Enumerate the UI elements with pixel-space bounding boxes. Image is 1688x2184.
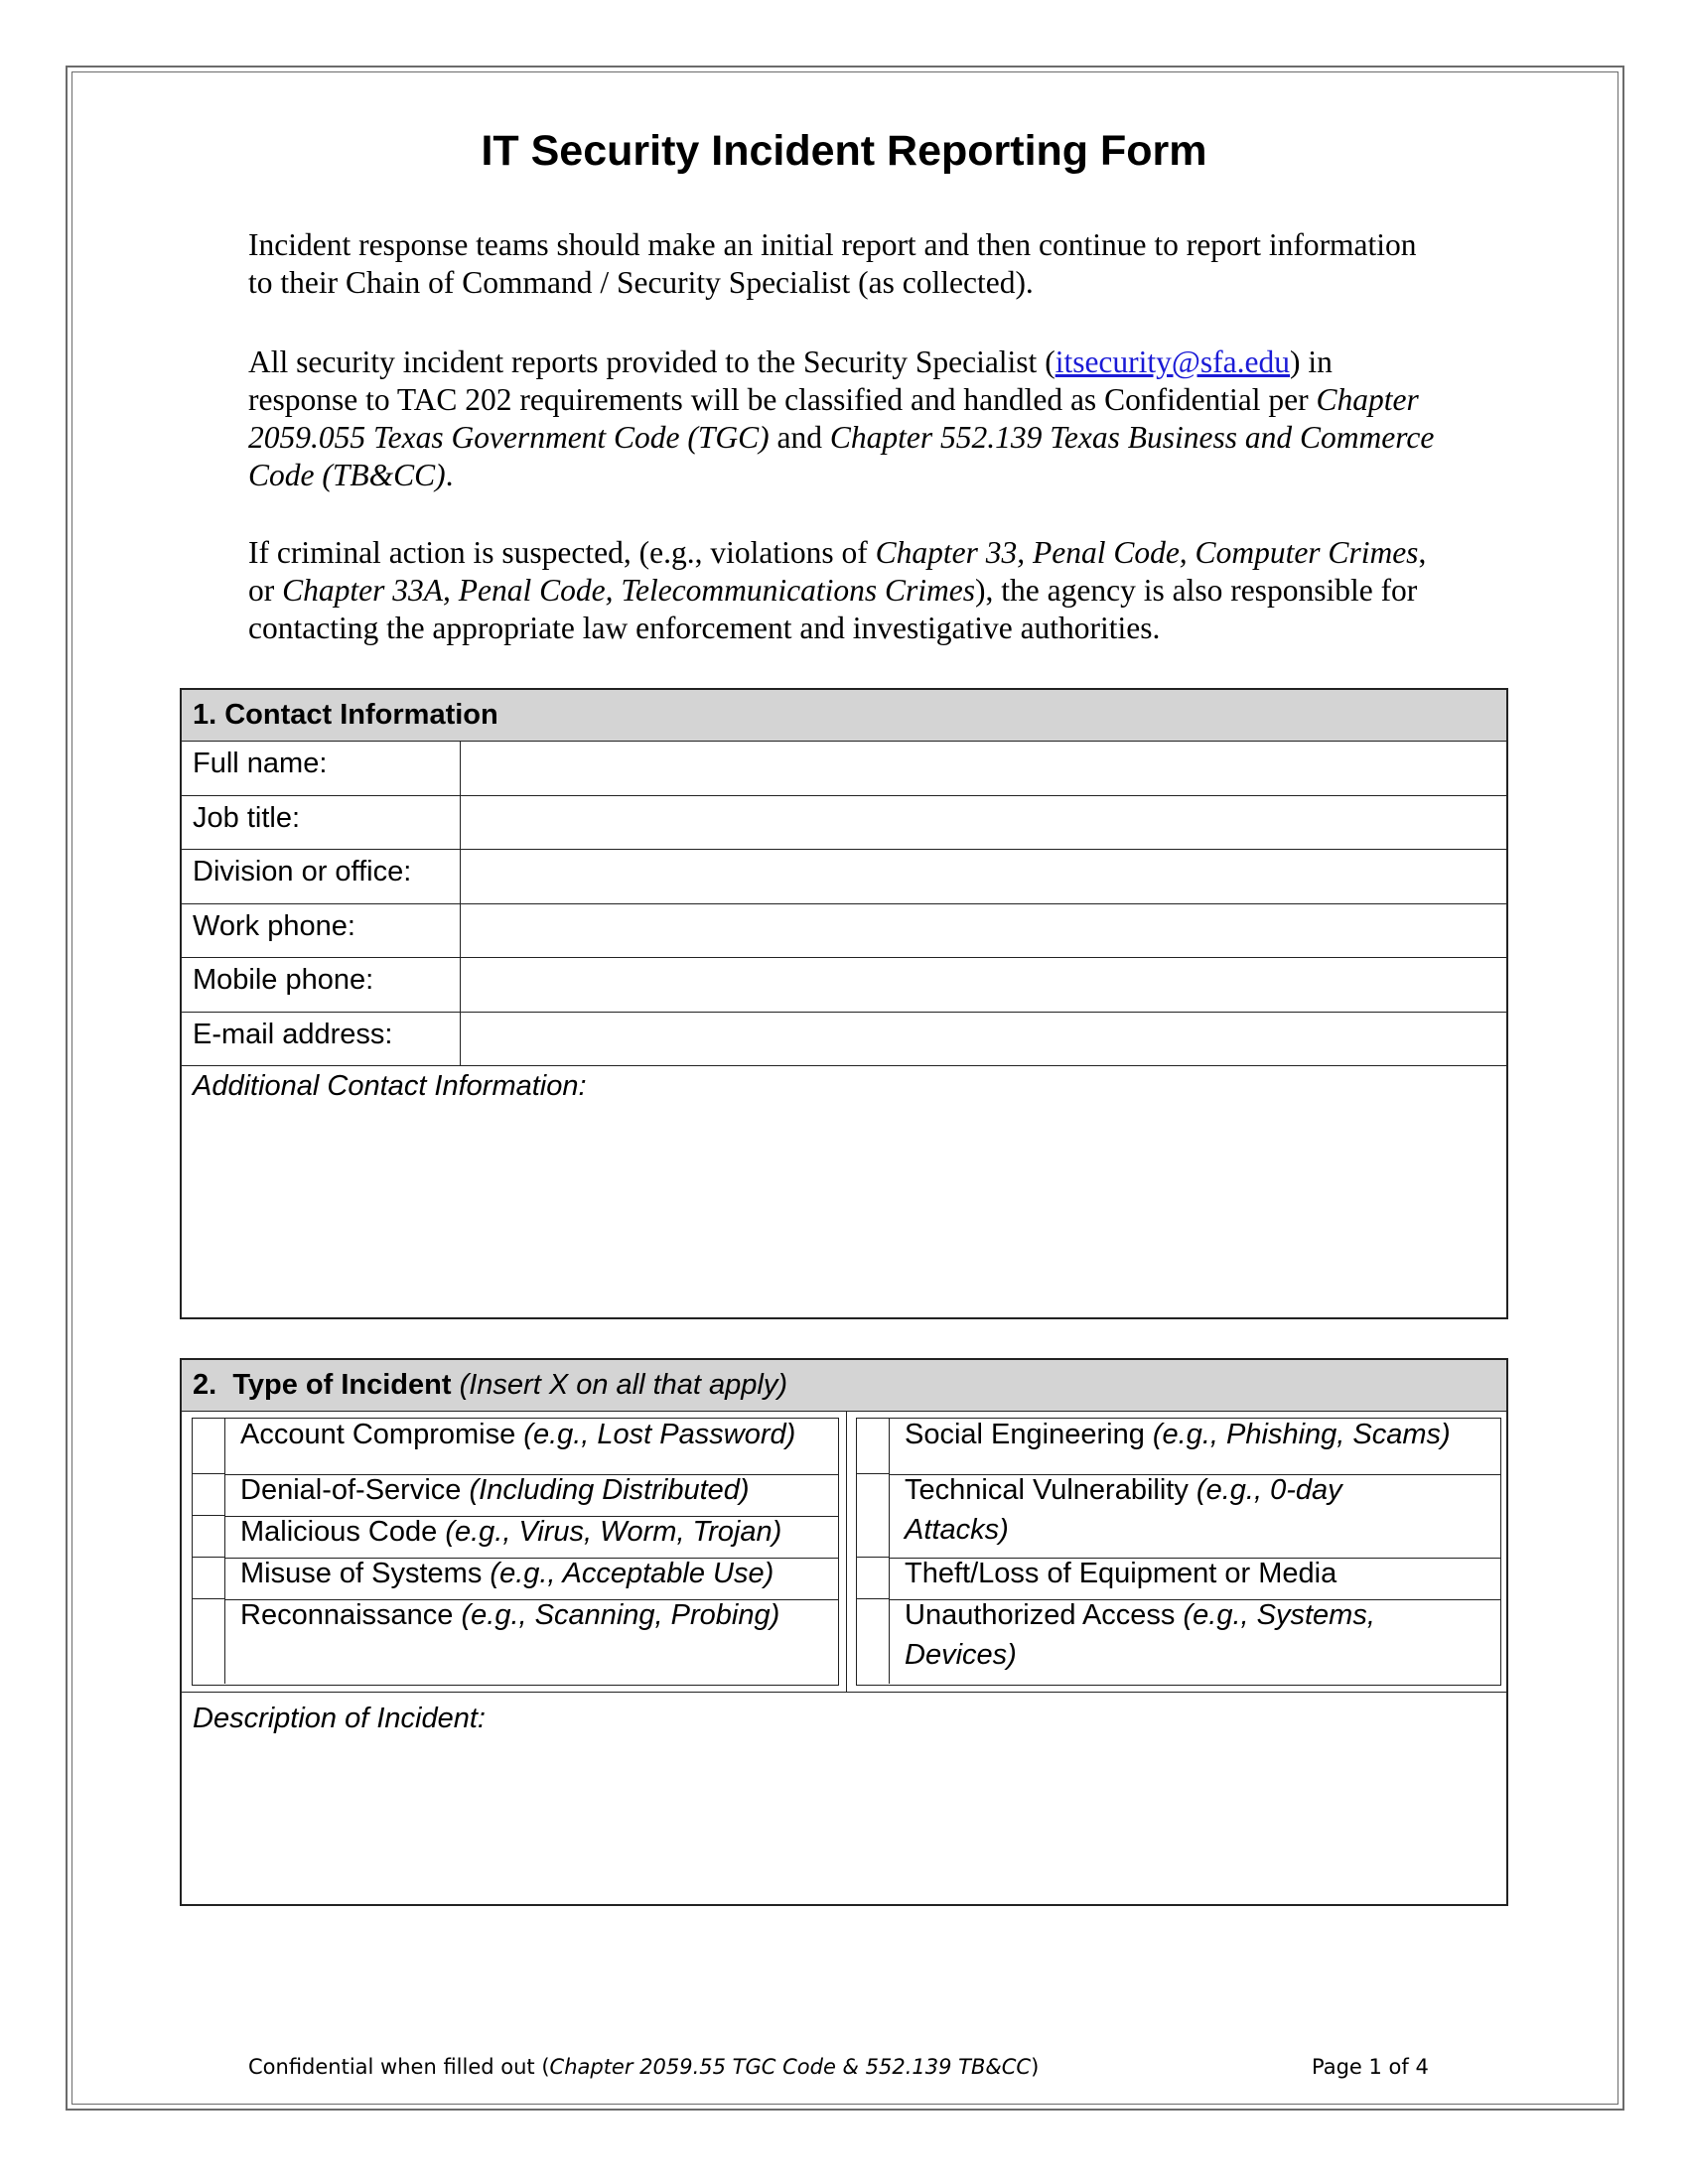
p2-text: All security incident reports provided to the Security Specialist ( xyxy=(248,344,1055,379)
confidential-footer: Confidential when filled out (Chapter 2059.55 TGC Code & 552.139 TB&CC) xyxy=(248,2055,1040,2079)
checkbox-technical-vulnerability[interactable] xyxy=(857,1474,890,1558)
field-label: Job title: xyxy=(182,796,461,850)
column-divider xyxy=(846,1412,847,1692)
contact-heading-text: 1. Contact Information xyxy=(193,699,498,731)
p3-citation-ch33: Chapter 33, Penal Code, Computer Crimes xyxy=(875,535,1419,570)
p3-text: , or xyxy=(248,535,1427,608)
heading-note: (Insert X on all that apply) xyxy=(459,1369,788,1401)
work-phone-field[interactable] xyxy=(461,904,1506,958)
incident-description-field[interactable]: Description of Incident: xyxy=(193,1703,486,1734)
incident-types-right xyxy=(856,1418,1501,1686)
incident-type-label: Unauthorized Access (e.g., Systems, xyxy=(905,1599,1375,1631)
security-email-link[interactable]: itsecurity@sfa.edu xyxy=(1055,344,1290,379)
contact-section-heading xyxy=(182,690,1506,742)
page-number: Page 1 of 4 xyxy=(1312,2055,1429,2079)
field-label: Mobile phone: xyxy=(182,958,461,1012)
p3-citation-ch33a: Chapter 33A, Penal Code, Telecommunications Crimes xyxy=(282,573,976,608)
p3-text: If criminal action is suspected, (e.g., violations of xyxy=(248,535,876,570)
checkbox-denial-of-service[interactable] xyxy=(193,1474,225,1516)
intro-paragraph-2 xyxy=(248,343,1440,494)
contact-row-work-phone xyxy=(182,904,1506,959)
additional-contact-info-field[interactable]: Additional Contact Information: xyxy=(193,1070,587,1102)
checkbox-theft-loss[interactable] xyxy=(857,1558,890,1599)
mobile-phone-field[interactable] xyxy=(461,958,1506,1012)
field-label: Full name: xyxy=(182,742,461,795)
incident-type-label: Technical Vulnerability (e.g., 0-day xyxy=(905,1474,1342,1506)
contact-row-mobile-phone xyxy=(182,958,1506,1013)
incident-types-grid xyxy=(182,1412,1506,1693)
division-field[interactable] xyxy=(461,850,1506,903)
job-title-field[interactable] xyxy=(461,796,1506,850)
incident-section-heading xyxy=(182,1360,1506,1412)
checkbox-unauthorized-access[interactable] xyxy=(857,1599,890,1684)
incident-types-left xyxy=(192,1418,839,1686)
incident-type-label: Reconnaissance (e.g., Scanning, Probing) xyxy=(240,1599,780,1631)
incident-type-label: Malicious Code (e.g., Virus, Worm, Trojan) xyxy=(240,1516,782,1548)
contact-row-email xyxy=(182,1013,1506,1067)
full-name-field[interactable] xyxy=(461,742,1506,795)
incident-type-label-cont: Attacks) xyxy=(905,1514,1009,1546)
incident-type-label: Denial-of-Service (Including Distributed) xyxy=(240,1474,750,1506)
heading-title: Type of Incident xyxy=(232,1369,452,1401)
p2-text: . xyxy=(445,458,454,492)
incident-type-label: Theft/Loss of Equipment or Media xyxy=(905,1558,1337,1589)
contact-information-section xyxy=(180,688,1508,1319)
email-field[interactable] xyxy=(461,1013,1506,1066)
form-title: IT Security Incident Reporting Form xyxy=(481,127,1207,175)
incident-type-label: Account Compromise (e.g., Lost Password) xyxy=(240,1419,796,1450)
intro-paragraph-1: Incident response teams should make an initial report and then continue to report information to their Chain of Command / Security Specialist (as collected). xyxy=(248,227,1417,300)
incident-type-label: Social Engineering (e.g., Phishing, Scams) xyxy=(905,1419,1451,1450)
incident-type-label: Misuse of Systems (e.g., Acceptable Use) xyxy=(240,1558,774,1589)
intro-paragraph-3 xyxy=(248,534,1440,647)
p2-citation-tgc: Chapter 2059.055 Texas Government Code (TGC) xyxy=(248,382,1419,455)
p3-text: ), the agency is also responsible for contacting the appropriate law enforcement and investigative authorities. xyxy=(248,573,1418,645)
contact-row-full-name xyxy=(182,742,1506,796)
contact-row-job-title xyxy=(182,796,1506,851)
checkbox-misuse-of-systems[interactable] xyxy=(193,1558,225,1599)
p2-citation-tbcc: Chapter 552.139 Texas Business and Commerce Code (TB&CC) xyxy=(248,420,1435,492)
field-label: Division or office: xyxy=(182,850,461,903)
field-label: E-mail address: xyxy=(182,1013,461,1066)
incident-type-label-cont: Devices) xyxy=(905,1639,1017,1671)
incident-type-section xyxy=(180,1358,1508,1906)
checkbox-social-engineering[interactable] xyxy=(857,1419,890,1474)
p2-text: and xyxy=(769,420,830,455)
checkbox-account-compromise[interactable] xyxy=(193,1419,225,1474)
p2-text: ) in response to TAC 202 requirements will be classified and handled as Confidential per xyxy=(248,344,1333,417)
field-label: Work phone: xyxy=(182,904,461,958)
checkbox-reconnaissance[interactable] xyxy=(193,1599,225,1684)
contact-row-division xyxy=(182,850,1506,904)
checkbox-malicious-code[interactable] xyxy=(193,1516,225,1558)
heading-number: 2. xyxy=(193,1369,217,1401)
